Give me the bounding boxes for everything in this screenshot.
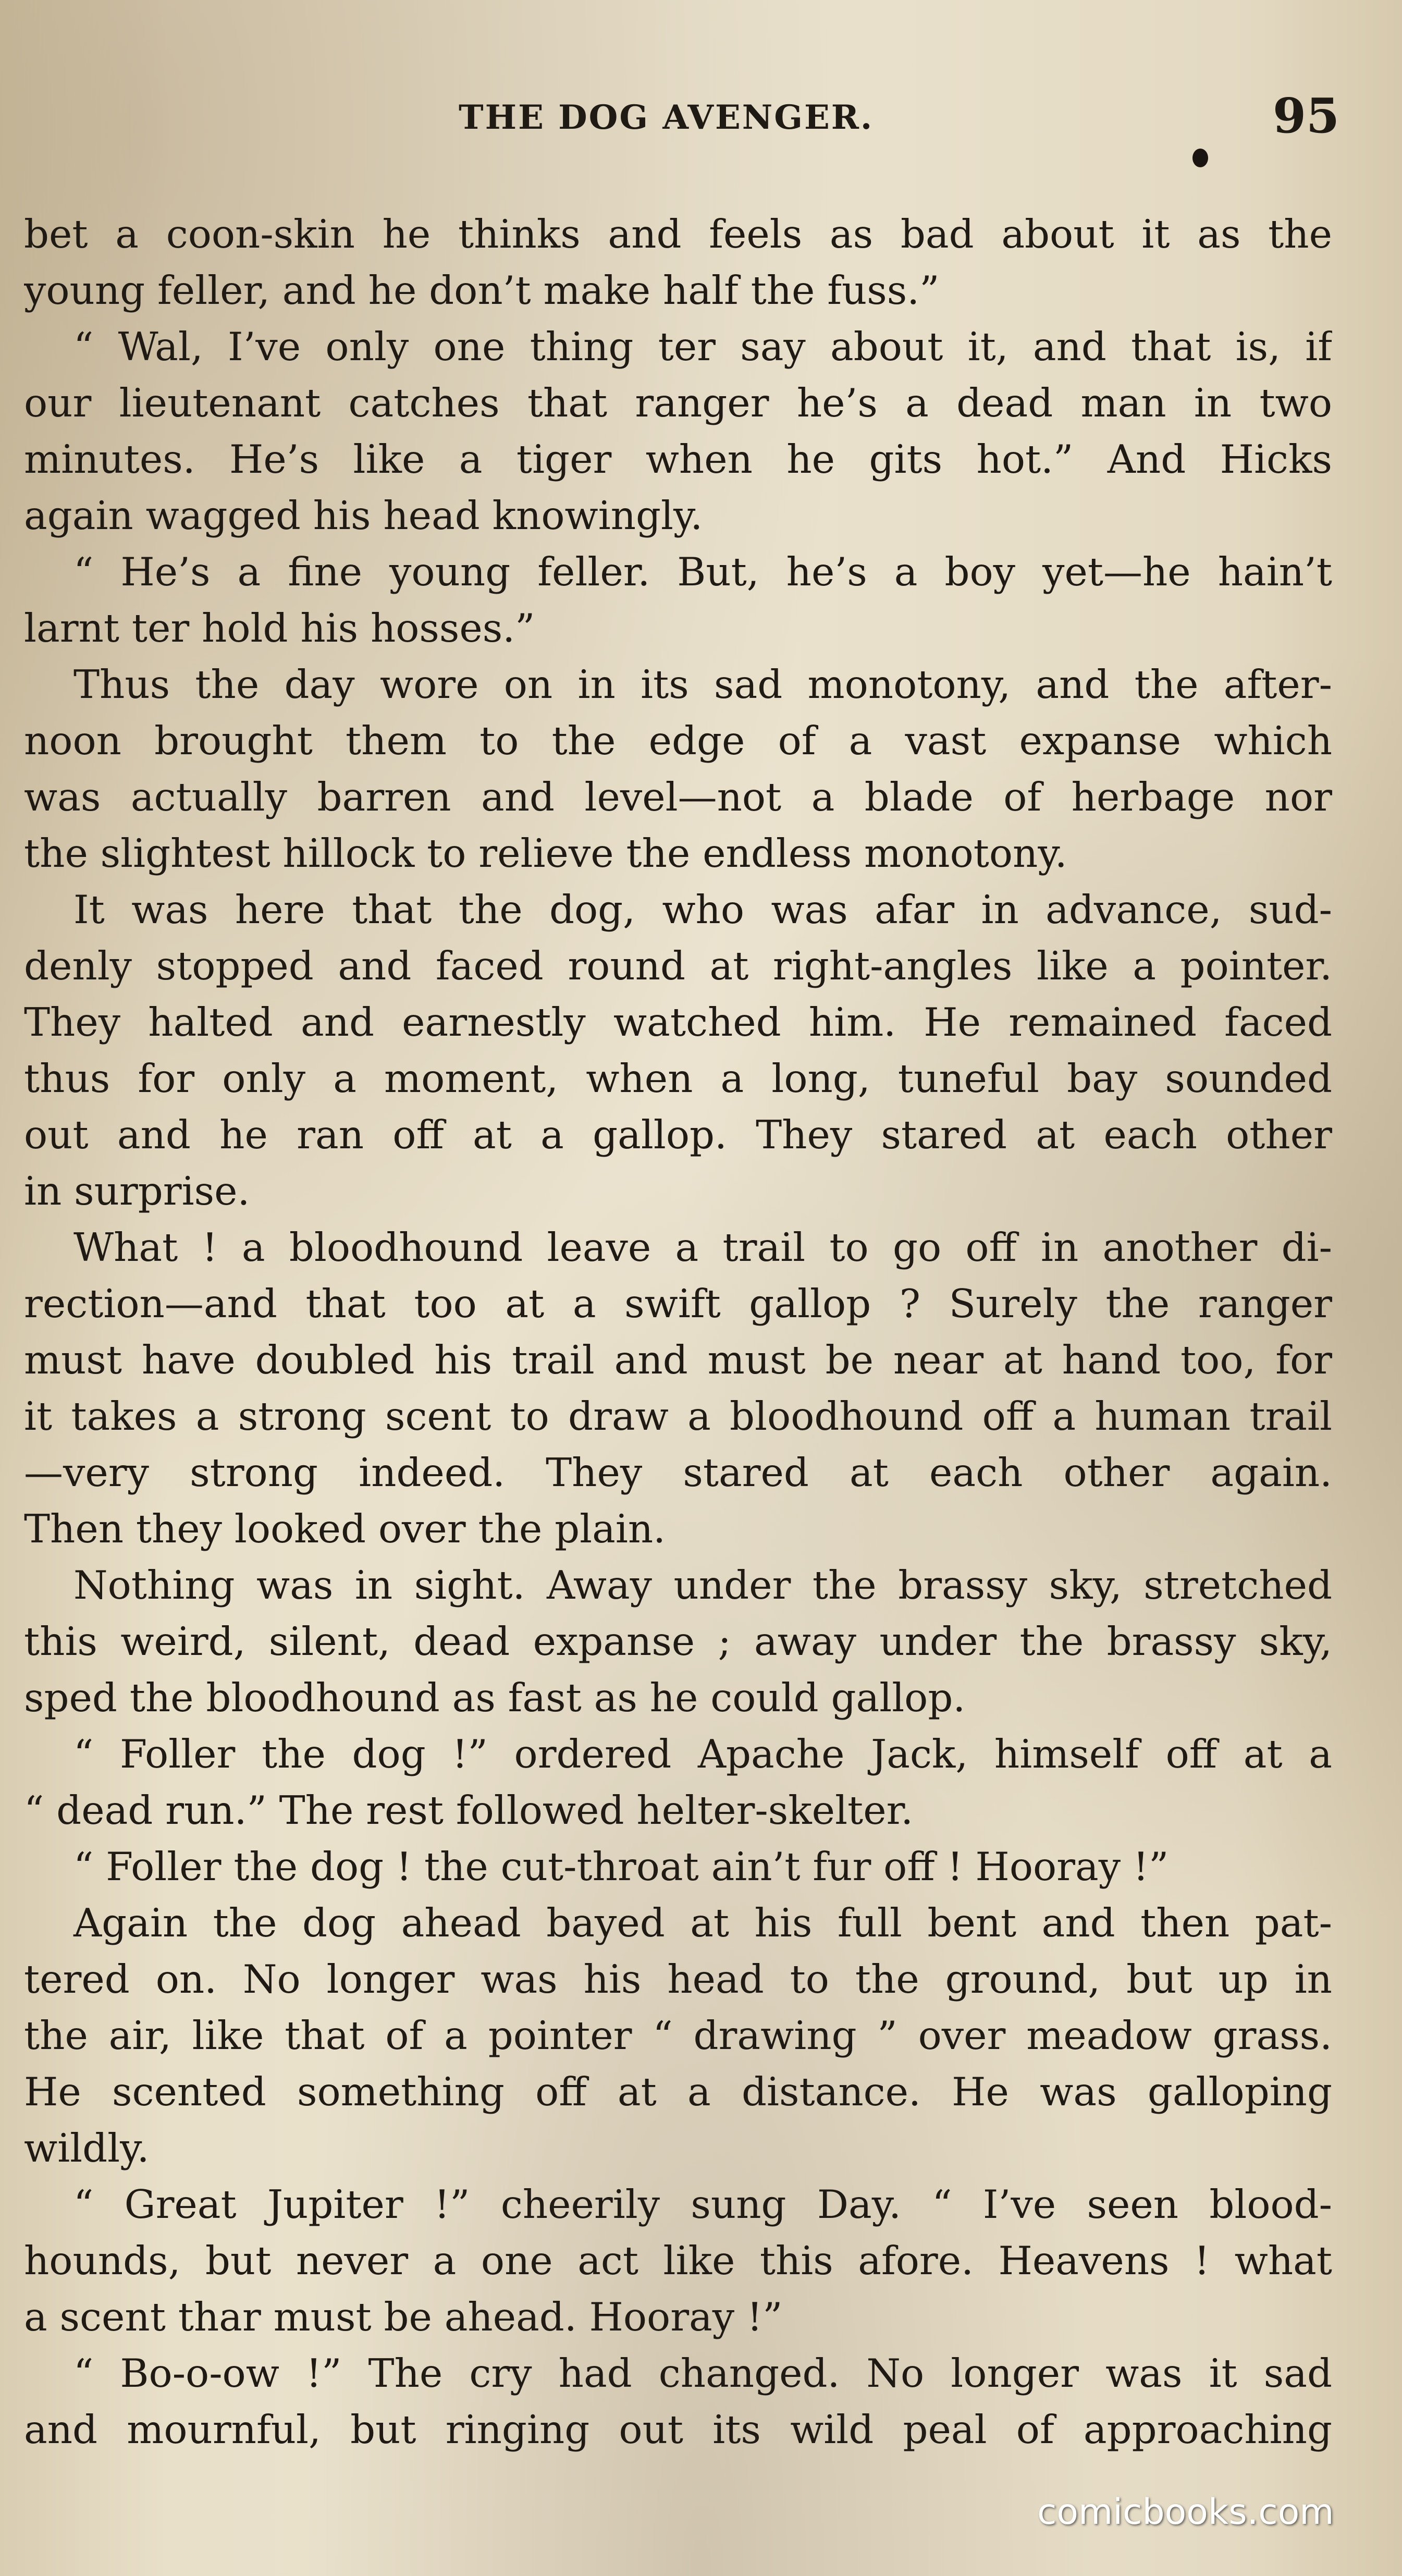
text-line: tered on. No longer was his head to the ground, but up in: [24, 1956, 1332, 2002]
text-line: What ! a bloodhound leave a trail to go off in another di-: [73, 1224, 1332, 1270]
page-text: [24, 206, 1332, 2458]
text-line: in surprise.: [24, 1168, 250, 1214]
watermark: comicbooks.com: [1037, 2492, 1334, 2533]
text-line: larnt ter hold his hosses.”: [24, 605, 535, 651]
text-line: Again the dog ahead bayed at his full bent and then pat-: [73, 1900, 1332, 1946]
text-line: “ He’s a fine young feller. But, he’s a boy yet—he hain’t: [73, 549, 1332, 595]
page-number: 95: [1273, 88, 1340, 144]
text-line: sped the bloodhound as fast as he could gallop.: [24, 1675, 966, 1721]
page-header: [0, 88, 1402, 145]
text-line: rection—and that too at a swift gallop ? Surely the ranger: [24, 1281, 1332, 1327]
ink-blot-mark: [1192, 149, 1208, 167]
text-line: Nothing was in sight. Away under the brassy sky, stretched: [73, 1562, 1332, 1608]
text-line: “ Great Jupiter !” cheerily sung Day. “ I’ve seen blood-: [73, 2181, 1332, 2227]
text-line: our lieutenant catches that ranger he’s a dead man in two: [24, 380, 1332, 426]
text-line: Thus the day wore on in its sad monotony, and the after-: [73, 661, 1332, 707]
text-line: a scent thar must be ahead. Hooray !”: [24, 2294, 783, 2340]
text-line: They halted and earnestly watched him. He remained faced: [24, 999, 1332, 1045]
text-line: again wagged his head knowingly.: [24, 493, 703, 538]
text-line: “ Bo-o-ow !” The cry had changed. No longer was it sad: [73, 2350, 1332, 2396]
text-line: denly stopped and faced round at right-angles like a pointer.: [24, 943, 1332, 989]
text-line: “ Foller the dog ! the cut-throat ain’t fur off ! Hooray !”: [73, 1844, 1169, 1890]
text-line: “ Foller the dog !” ordered Apache Jack, himself off at a: [73, 1731, 1332, 1777]
text-line: thus for only a moment, when a long, tuneful bay sounded: [24, 1056, 1332, 1101]
text-line: out and he ran off at a gallop. They stared at each other: [24, 1112, 1332, 1158]
text-line: young feller, and he don’t make half the fuss.”: [24, 267, 940, 313]
text-line: the air, like that of a pointer “ drawing ” over meadow grass.: [24, 2013, 1332, 2058]
running-title: THE DOG AVENGER.: [459, 98, 874, 137]
text-line: It was here that the dog, who was afar in advance, sud-: [73, 887, 1332, 933]
text-line: He scented something off at a distance. He was galloping: [24, 2069, 1332, 2115]
text-line: it takes a strong scent to draw a bloodhound off a human trail: [24, 1393, 1332, 1439]
text-line: the slightest hillock to relieve the endless monotony.: [24, 830, 1067, 876]
text-line: “ dead run.” The rest followed helter-skelter.: [24, 1787, 914, 1833]
text-line: was actually barren and level—not a blade of herbage nor: [24, 774, 1332, 820]
text-line: “ Wal, I’ve only one thing ter say about it, and that is, if: [73, 324, 1332, 370]
text-line: —very strong indeed. They stared at each other again.: [24, 1450, 1332, 1495]
text-line: wildly.: [24, 2125, 150, 2171]
text-line: and mournful, but ringing out its wild peal of approaching: [24, 2407, 1332, 2452]
text-line: Then they looked over the plain.: [24, 1506, 666, 1552]
text-line: hounds, but never a one act like this afore. Heavens ! what: [24, 2238, 1332, 2284]
text-line: noon brought them to the edge of a vast expanse which: [24, 718, 1332, 764]
text-line: bet a coon-skin he thinks and feels as bad about it as the: [24, 211, 1332, 257]
text-line: this weird, silent, dead expanse ; away under the brassy sky,: [24, 1618, 1332, 1664]
text-line: minutes. He’s like a tiger when he gits hot.” And Hicks: [24, 436, 1332, 482]
text-line: must have doubled his trail and must be near at hand too, for: [24, 1337, 1332, 1383]
